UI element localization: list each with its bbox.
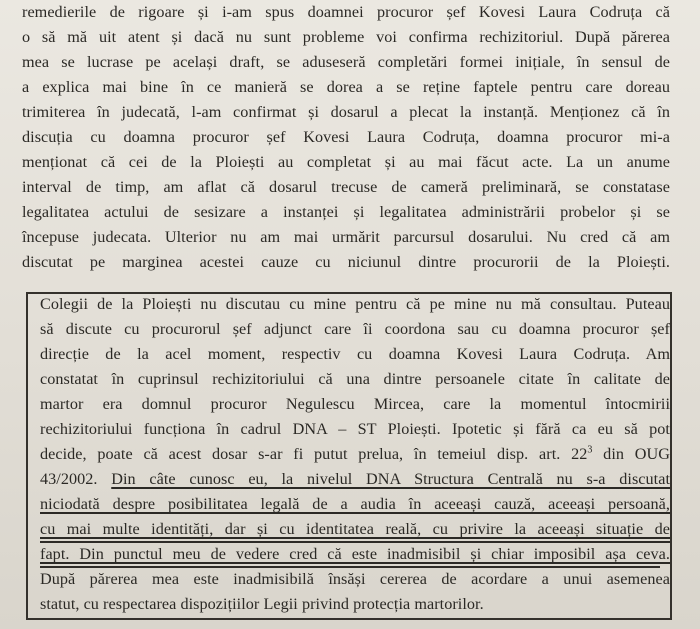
boxed-text-line-partially-underlined xyxy=(40,469,670,489)
text-segment: decide, poate că acest dosar s-ar fi putut prelua, în temeiul disp. art. 22 xyxy=(40,445,588,463)
text-line: mea se lucrase pe același draft, se aduseseră completări formei inițiale, în sensul de xyxy=(22,53,670,71)
text-line: menționat că cei de la Ploiești au completat și au mai făcut acte. La un anume xyxy=(22,153,670,171)
text-line: remedierile de rigoare și i-am spus doamnei procuror șef Kovesi Laura Codruța că xyxy=(22,3,670,21)
text-line: interval de timp, am aflat că dosarul trecuse de cameră preliminară, se constatase xyxy=(22,178,670,196)
text-line: discutat pe marginea acestei cauze cu niciunul dintre procurorii de la Ploiești. xyxy=(22,253,670,271)
superscript: 3 xyxy=(587,444,593,456)
boxed-text-line: constatat în cuprinsul rechizitoriului că una dintre persoanele citate în calitate de xyxy=(40,370,670,388)
underlined-text-line: fapt. Din punctul meu de vedere cred că este inadmisibil și chiar imposibil așa ceva. xyxy=(40,545,670,563)
pen-underline xyxy=(40,566,660,568)
boxed-text-line: statut, cu respectarea dispozițiilor Legii privind protecția martorilor. xyxy=(40,595,484,613)
text-line: trimiterea în judecată, l-am confirmat și dosarul a plecat la instanță. Menționez că în xyxy=(22,103,670,121)
text-line: începuse judecata. Ulterior nu am mai urmărit parcursul dosarului. Nu cred că am xyxy=(22,228,670,246)
boxed-text-line: să discute cu procurorul șef adjunct care îi coordona sau cu doamna procuror șef xyxy=(40,320,670,338)
text-line: legalitatea actului de sesizare a instanței și legalitatea administrării probelor și se xyxy=(22,203,670,221)
boxed-text-line: rechizitoriului funcționa în cadrul DNA – ST Ploiești. Ipotetic și fără ca eu să pot xyxy=(40,420,670,438)
boxed-text-line-with-superscript xyxy=(40,444,670,464)
underlined-text-line: niciodată despre posibilitatea legală de a audia în aceeași cauză, aceeași persoană, xyxy=(40,495,670,513)
boxed-text-line: martor era domnul procuror Negulescu Mircea, care la momentul întocmirii xyxy=(40,395,670,413)
boxed-text-line: Colegii de la Ploiești nu discutau cu mine pentru că pe mine nu mă consultau. Puteau xyxy=(40,295,670,313)
text-line: o să mă uit atent și dacă nu sunt probleme voi confirma rechizitoriul. După părerea xyxy=(22,28,670,46)
boxed-text-line: După părerea mea este inadmisibilă însăși cererea de acordare a unui asemenea xyxy=(40,570,670,588)
text-segment: din OUG xyxy=(592,445,670,463)
underlined-text-line: cu mai multe identități, dar și cu identitatea reală, cu privire la aceeași situație de xyxy=(40,520,670,538)
pen-underline xyxy=(40,541,670,543)
text-segment: 43/2002. xyxy=(40,470,112,488)
text-line: discuția cu doamna procuror șef Kovesi Laura Codruța, doamna procuror mi-a xyxy=(22,128,670,146)
text-line: a explica mai bine în ce manieră se dorea a se reține faptele pentru care doreau xyxy=(22,78,670,96)
boxed-text-line: direcție de la acel moment, respectiv cu doamna Kovesi Laura Codruța. Am xyxy=(40,345,670,363)
underlined-text: Din câte cunosc eu, la nivelul DNA Structura Centrală nu s-a discutat xyxy=(111,470,671,488)
